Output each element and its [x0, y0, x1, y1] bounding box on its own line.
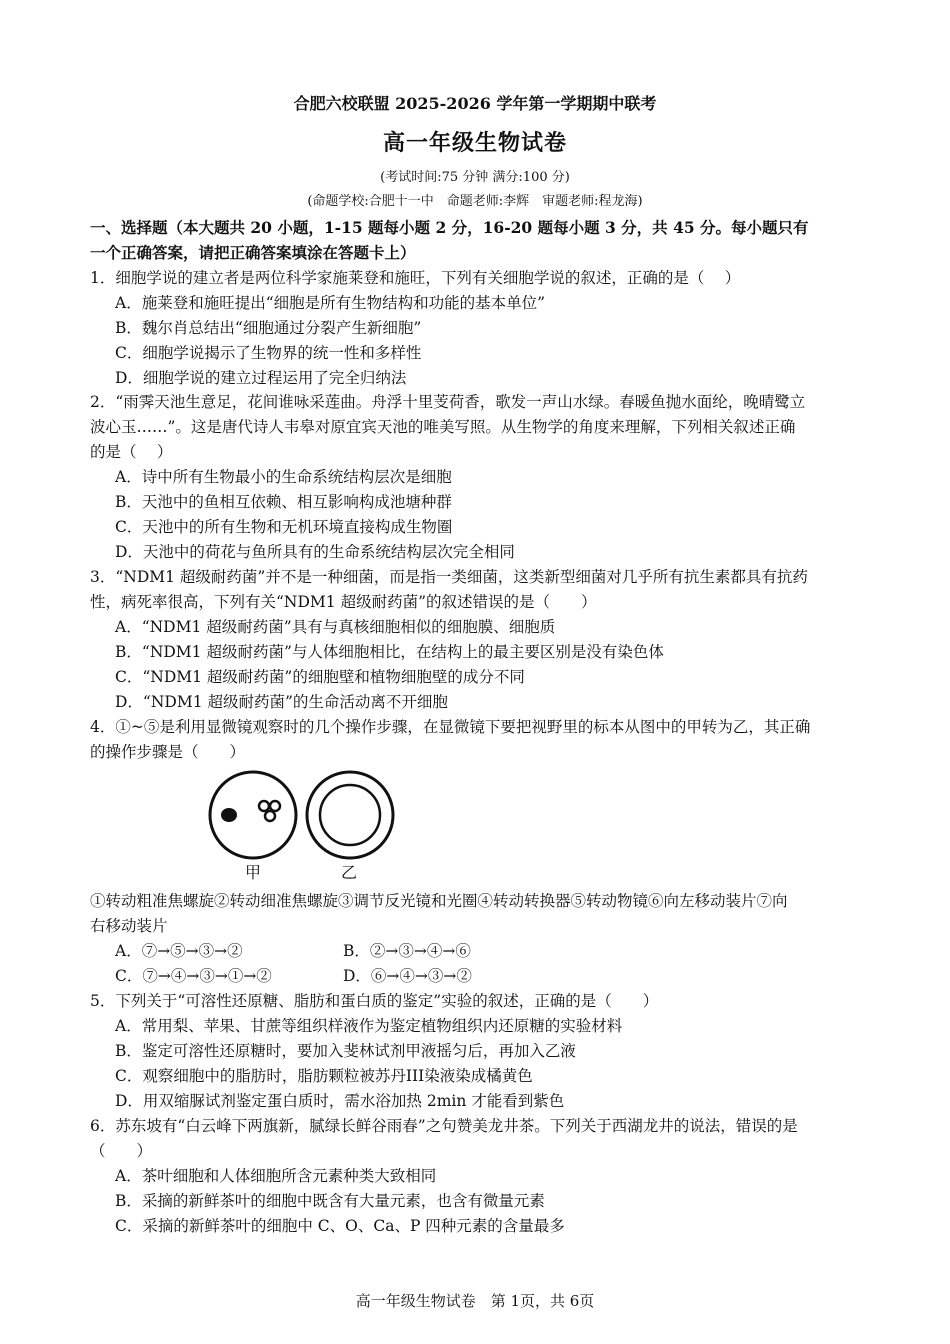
field-jia-cell-1	[259, 801, 269, 811]
question-3-stem-line2: 性，病死率很高，下列有关“NDM1 超级耐药菌”的叙述错误的是（ ）	[90, 593, 597, 611]
exam-name: 合肥六校联盟 2025-2026 学年第一学期期中联考	[293, 94, 657, 113]
question-2-stem-line3: 的是（ ）	[90, 443, 173, 461]
field-jia-cell-2	[270, 801, 280, 811]
question-2-option-d: D．天池中的荷花与鱼所具有的生命系统结构层次完全相同	[115, 543, 515, 561]
question-2-stem-line1: 2．“雨霁天池生意足，花间谁咏采莲曲。舟浮十里芰荷香，歌发一声山水绿。春暖鱼抛水面纶，晚晴鹭立	[90, 393, 806, 411]
figure-label-yi: 乙	[341, 863, 358, 882]
question-4-option-d: D．⑥→④→③→②	[343, 967, 472, 985]
question-2-stem-line2: 波心玉……”。这是唐代诗人韦皋对原宜宾天池的唯美写照。从生物学的角度来理解，下列相关叙述正确	[90, 418, 796, 436]
question-3-option-a: A．“NDM1 超级耐药菌”具有与真核细胞相似的细胞膜、细胞质	[115, 618, 556, 636]
question-3-option-d: D．“NDM1 超级耐药菌”的生命活动离不开细胞	[115, 693, 448, 711]
question-5-option-c: C．观察细胞中的脂肪时，脂肪颗粒被苏丹III染液染成橘黄色	[115, 1067, 533, 1085]
field-yi-cell	[320, 785, 380, 845]
question-6-option-b: B．采摘的新鲜茶叶的细胞中既含有大量元素，也含有微量元素	[115, 1192, 545, 1210]
question-3-option-c: C．“NDM1 超级耐药菌”的细胞壁和植物细胞壁的成分不同	[115, 668, 525, 686]
question-6-stem-line1: 6．苏东坡有“白云峰下两旗新，腻绿长鲜谷雨春”之句赞美龙井茶。下列关于西湖龙井的说法，错误的是	[90, 1117, 798, 1135]
field-jia-cell-3	[265, 811, 275, 821]
figure-label-jia: 甲	[245, 863, 262, 882]
exam-author-info: (命题学校:合肥十一中 命题老师:李辉 审题老师:程龙海)	[307, 194, 643, 209]
question-4-stem-line2: 的操作步骤是（ ）	[90, 743, 246, 761]
section-instructions-line1: 一、选择题（本大题共 20 小题，1-15 题每小题 2 分，16-20 题每小题 3 分，共 45 分。每小题只有	[90, 218, 809, 237]
question-2-option-b: B．天池中的鱼相互依赖、相互影响构成池塘种群	[115, 493, 452, 511]
question-1-stem: 1．细胞学说的建立者是两位科学家施莱登和施旺，下列有关细胞学说的叙述，正确的是（ ）	[90, 269, 741, 287]
question-3-option-b: B．“NDM1 超级耐药菌”与人体细胞相比，在结构上的最主要区别是没有染色体	[115, 643, 664, 661]
question-2-option-a: A．诗中所有生物最小的生命系统结构层次是细胞	[115, 468, 452, 486]
field-jia-specimen-dot	[221, 808, 237, 822]
page-footer: 高一年级生物试卷 第 1页，共 6页	[355, 1292, 595, 1310]
question-4-stem-line1: 4．①~⑤是利用显微镜观察时的几个操作步骤，在显微镜下要把视野里的标本从图中的甲转为乙，其正确	[90, 718, 811, 736]
question-4-steps-line2: 右移动装片	[90, 917, 168, 935]
section-instructions-line2: 一个正确答案，请把正确答案填涂在答题卡上）	[90, 243, 416, 262]
question-6-option-a: A．茶叶细胞和人体细胞所含元素种类大致相同	[115, 1167, 437, 1185]
question-1-option-a: A．施莱登和施旺提出“细胞是所有生物结构和功能的基本单位”	[115, 294, 546, 312]
question-6-stem-line2: （ ）	[90, 1142, 153, 1160]
question-5-stem: 5．下列关于“可溶性还原糖、脂肪和蛋白质的鉴定”实验的叙述，正确的是（ ）	[90, 992, 659, 1010]
question-4-option-a: A．⑦→⑤→③→②	[115, 942, 243, 960]
page-title: 高一年级生物试卷	[382, 130, 567, 156]
question-4-steps-line1: ①转动粗准焦螺旋②转动细准焦螺旋③调节反光镜和光圈④转动转换器⑤转动物镜⑥向左移动装片⑦向	[90, 892, 788, 910]
question-1-option-c: C．细胞学说揭示了生物界的统一性和多样性	[115, 344, 422, 362]
microscope-field-figure	[205, 768, 395, 888]
question-3-stem-line1: 3．“NDM1 超级耐药菌”并不是一种细菌，而是指一类细菌，这类新型细菌对几乎所有抗生素都具有抗药	[90, 568, 808, 586]
question-1-option-d: D．细胞学说的建立过程运用了完全归纳法	[115, 369, 407, 387]
microscope-fields-diagram	[205, 768, 395, 868]
question-4-option-b: B．②→③→④→⑥	[343, 942, 471, 960]
question-5-option-d: D．用双缩脲试剂鉴定蛋白质时，需水浴加热 2min 才能看到紫色	[115, 1092, 565, 1110]
question-6-option-c: C．采摘的新鲜茶叶的细胞中 C、O、Ca、P 四种元素的含量最多	[115, 1217, 565, 1235]
exam-time-info: (考试时间:75 分钟 满分:100 分)	[380, 170, 570, 185]
question-5-option-a: A．常用梨、苹果、甘蔗等组织样液作为鉴定植物组织内还原糖的实验材料	[115, 1017, 623, 1035]
question-4-option-c: C．⑦→④→③→①→②	[115, 967, 272, 985]
question-5-option-b: B．鉴定可溶性还原糖时，要加入斐林试剂甲液摇匀后，再加入乙液	[115, 1042, 576, 1060]
question-1-option-b: B．魏尔肖总结出“细胞通过分裂产生新细胞”	[115, 319, 422, 337]
question-2-option-c: C．天池中的所有生物和无机环境直接构成生物圈	[115, 518, 453, 536]
